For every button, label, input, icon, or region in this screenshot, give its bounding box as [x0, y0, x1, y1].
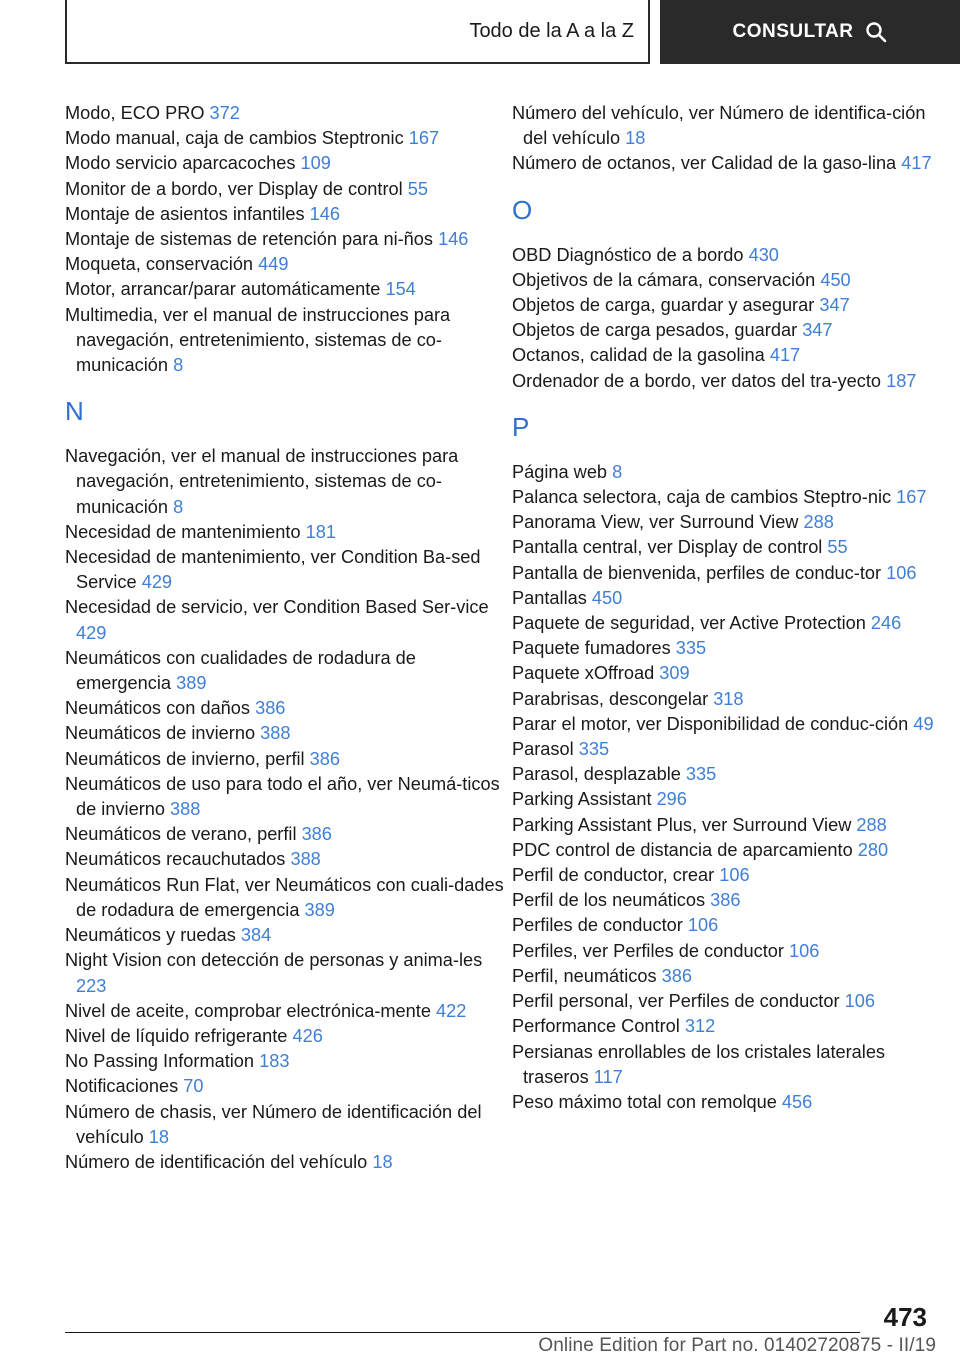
- page-link[interactable]: 288: [856, 814, 887, 835]
- index-entry: [512, 1040, 952, 1090]
- page-link[interactable]: 456: [781, 1091, 813, 1112]
- index-entry: [65, 1024, 505, 1049]
- index-entry-text: Nivel de líquido refrigerante: [65, 1025, 293, 1046]
- index-entry: [512, 101, 952, 151]
- index-entry-text: Página web: [512, 461, 613, 482]
- index-entry-text: Moqueta, conservación: [65, 254, 259, 275]
- page-link[interactable]: 167: [896, 487, 927, 508]
- index-entry-text: Parking Assistant: [512, 789, 657, 810]
- index-entry: [512, 318, 952, 343]
- index-entry: [65, 999, 505, 1024]
- index-entry: [512, 888, 952, 913]
- page-link[interactable]: 426: [292, 1025, 323, 1046]
- page-link[interactable]: 384: [240, 925, 272, 946]
- index-entry: [512, 485, 952, 510]
- index-entry-text: Panorama View, ver Surround View: [512, 512, 804, 533]
- page-link[interactable]: 386: [661, 965, 692, 986]
- page-link[interactable]: 55: [827, 537, 848, 558]
- index-entry-text: Número de octanos, ver Calidad de la gaso-lina: [512, 153, 902, 174]
- index-entry: [512, 939, 952, 964]
- page-link[interactable]: 181: [305, 521, 336, 542]
- index-entry: [65, 595, 505, 645]
- index-entry: [65, 747, 505, 772]
- index-entry: [512, 1090, 952, 1115]
- page-link[interactable]: 372: [209, 103, 240, 123]
- page-link[interactable]: 18: [148, 1126, 170, 1147]
- index-entry: [65, 227, 505, 252]
- index-entry: [65, 1074, 505, 1099]
- page-link[interactable]: 296: [656, 789, 687, 810]
- index-entry: [65, 696, 505, 721]
- index-entry: [512, 838, 952, 863]
- index-entry-text: Octanos, calidad de la gasolina: [512, 345, 770, 366]
- index-entry-text: Necesidad de servicio, ver Condition Based Ser-vice: [65, 597, 489, 618]
- page-link[interactable]: 386: [301, 824, 332, 845]
- index-entry: [65, 151, 505, 176]
- footer-edition-text: Online Edition for Part no. 01402720875 - II/19: [538, 1335, 936, 1356]
- page-link[interactable]: 106: [788, 940, 820, 961]
- index-entry: [65, 177, 505, 202]
- page-link[interactable]: 450: [591, 587, 623, 608]
- index-entry-text: Neumáticos de invierno, perfil: [65, 748, 310, 769]
- index-entry: [512, 293, 952, 318]
- index-entry: [65, 444, 505, 520]
- index-entry: [512, 268, 952, 293]
- index-entry-text: Perfil, neumáticos: [512, 965, 662, 986]
- index-entry: [65, 847, 505, 872]
- index-entry: [512, 369, 952, 394]
- index-entry-text: Modo servicio aparcacoches: [65, 153, 301, 174]
- index-entry: [65, 721, 505, 746]
- index-entry-text: PDC control de distancia de aparcamiento: [512, 839, 858, 860]
- index-column-right: [512, 101, 952, 1115]
- page-link[interactable]: 146: [309, 203, 341, 224]
- index-entry-text: Objetos de carga pesados, guardar: [512, 320, 803, 341]
- page-link[interactable]: 49: [913, 713, 934, 734]
- index-entry: [512, 535, 952, 560]
- index-entry: [512, 913, 952, 938]
- index-entry: [512, 611, 952, 636]
- index-entry: [512, 863, 952, 888]
- index-entry: [512, 687, 952, 712]
- index-entry-text: Palanca selectora, caja de cambios Steptro-nic: [512, 487, 897, 508]
- page-link[interactable]: 8: [612, 461, 623, 482]
- index-entry: [65, 520, 505, 545]
- index-entry-text: Parking Assistant Plus, ver Surround View: [512, 814, 857, 835]
- search-icon: [865, 21, 887, 43]
- index-entry-text: No Passing Information: [65, 1051, 260, 1072]
- index-entry-text: OBD Diagnóstico de a bordo: [512, 244, 749, 265]
- index-entry: [512, 813, 952, 838]
- page-link[interactable]: 109: [300, 153, 331, 174]
- index-entry: [512, 636, 952, 661]
- index-entry-text: Montaje de sistemas de retención para ni-ños: [65, 229, 439, 250]
- index-entry-text: Perfil personal, ver Perfiles de conductor: [512, 991, 845, 1012]
- index-entry-text: Necesidad de mantenimiento: [65, 521, 306, 542]
- page-link[interactable]: 417: [769, 345, 801, 366]
- index-entry-text: Pantalla central, ver Display de control: [512, 537, 828, 558]
- index-entry-text: Neumáticos de invierno: [65, 723, 261, 744]
- index-column-left: [65, 101, 505, 1175]
- index-entry: [512, 151, 952, 176]
- index-entry-text: Ordenador de a bordo, ver datos del tra-yecto: [512, 370, 887, 391]
- page-link[interactable]: 386: [255, 698, 286, 719]
- page-link[interactable]: 106: [687, 915, 719, 936]
- page-link[interactable]: 450: [820, 269, 851, 290]
- index-entry: [65, 923, 505, 948]
- index-entry-text: Perfil de conductor, crear: [512, 865, 720, 886]
- page-link[interactable]: 386: [710, 890, 741, 911]
- page-link[interactable]: 106: [886, 562, 917, 583]
- index-entry-text: Notificaciones: [65, 1076, 184, 1097]
- page-link[interactable]: 106: [844, 991, 875, 1012]
- page-link[interactable]: 429: [141, 572, 173, 593]
- index-entry-text: Neumáticos Run Flat, ver Neumáticos con cuali-dades de rodadura de emergencia: [65, 874, 504, 920]
- page-link[interactable]: 183: [259, 1051, 290, 1072]
- index-entry-text: Perfiles, ver Perfiles de conductor: [512, 940, 789, 961]
- page-link[interactable]: 288: [803, 512, 834, 533]
- index-entry-text: Motor, arrancar/parar automáticamente: [65, 279, 386, 300]
- page-link[interactable]: 280: [857, 839, 889, 860]
- index-entry-text: Parar el motor, ver Disponibilidad de conduc-ción: [512, 713, 914, 734]
- index-entry: [65, 822, 505, 847]
- index-entry-text: Objetos de carga, guardar y asegurar: [512, 295, 820, 316]
- page-link[interactable]: 187: [886, 370, 917, 391]
- tab-index-a-z[interactable]: [65, 0, 650, 64]
- index-entry-text: Parabrisas, descongelar: [512, 688, 714, 709]
- page-link[interactable]: 449: [258, 254, 289, 275]
- tab-consultar[interactable]: [660, 0, 960, 64]
- page-link[interactable]: 386: [309, 748, 340, 769]
- index-entry-text: Modo, ECO PRO: [65, 103, 210, 123]
- page-link[interactable]: 106: [719, 865, 750, 886]
- page-link[interactable]: 8: [173, 496, 184, 517]
- index-entry-text: Número del vehículo, ver Número de identifica-ción del vehículo: [512, 103, 926, 149]
- page-link[interactable]: 347: [819, 295, 850, 316]
- index-entry-text: Neumáticos de uso para todo el año, ver Neumá-ticos de invierno: [65, 773, 500, 820]
- page-link[interactable]: 167: [408, 128, 440, 149]
- page-link[interactable]: 309: [659, 663, 690, 684]
- index-entry: [65, 545, 505, 595]
- index-entry: [512, 343, 952, 368]
- index-entry-text: Navegación, ver el manual de instrucciones para navegación, entretenimiento, sistemas de co-municación: [65, 446, 459, 517]
- index-entry-text: Multimedia, ver el manual de instrucciones para navegación, entretenimiento, sistemas de co-municación: [65, 304, 451, 376]
- page-link[interactable]: 430: [748, 244, 779, 265]
- page-link[interactable]: 335: [685, 764, 717, 785]
- tab-consultar-label: CONSULTAR: [732, 21, 854, 42]
- index-entry: [512, 586, 952, 611]
- index-entry-text: Parasol, desplazable: [512, 764, 686, 785]
- index-entry-text: Nivel de aceite, comprobar electrónica-mente: [65, 1000, 436, 1021]
- index-entry: [65, 1150, 505, 1175]
- index-entry: [512, 1014, 952, 1039]
- index-entry-text: Montaje de asientos infantiles: [65, 203, 310, 224]
- index-entry: [65, 1100, 505, 1150]
- index-entry: [65, 948, 505, 998]
- index-entry-text: Paquete xOffroad: [512, 663, 660, 684]
- section-letter: N: [65, 396, 84, 427]
- page-link[interactable]: 246: [870, 613, 902, 634]
- page-link[interactable]: 388: [290, 849, 321, 870]
- index-entry-text: Paquete fumadores: [512, 638, 676, 659]
- index-entry-text: Neumáticos de verano, perfil: [65, 824, 302, 845]
- index-entry-text: Objetivos de la cámara, conservación: [512, 269, 821, 290]
- index-entry-text: Persianas enrollables de los cristales laterales traseros: [512, 1041, 886, 1087]
- page-link[interactable]: 388: [170, 799, 201, 820]
- index-entry-text: Night Vision con detección de personas y anima-les: [65, 950, 483, 971]
- page-link[interactable]: 18: [625, 128, 646, 149]
- page-link[interactable]: 223: [76, 975, 107, 996]
- page-link[interactable]: 154: [385, 279, 416, 300]
- index-entry-text: Monitor de a bordo, ver Display de control: [65, 178, 408, 199]
- page-link[interactable]: 18: [372, 1151, 393, 1172]
- index-entry-text: Necesidad de mantenimiento, ver Condition Ba-sed Service: [65, 547, 481, 593]
- index-entry: [65, 202, 505, 227]
- index-entry-text: Perfiles de conductor: [512, 915, 688, 936]
- index-entry: [65, 277, 505, 302]
- index-entry-text: Número de identificación del vehículo: [65, 1151, 373, 1172]
- page-link[interactable]: 335: [578, 739, 610, 760]
- page-link[interactable]: 146: [438, 229, 469, 250]
- page-link[interactable]: 388: [260, 723, 291, 744]
- page-link[interactable]: 347: [802, 320, 833, 341]
- index-entry-text: Neumáticos con daños: [65, 698, 256, 719]
- page-number: 473: [883, 1302, 927, 1332]
- index-entry-text: Neumáticos con cualidades de rodadura de emergencia: [65, 647, 416, 694]
- page-link[interactable]: 117: [593, 1066, 623, 1087]
- index-entry: [65, 126, 505, 151]
- page-link[interactable]: 389: [176, 673, 207, 694]
- index-entry: [512, 712, 952, 737]
- page-link[interactable]: 335: [675, 638, 707, 659]
- index-entry-text: Número de chasis, ver Número de identificación del vehículo: [65, 1101, 482, 1147]
- index-entry: [65, 646, 505, 696]
- index-entry: [512, 460, 952, 485]
- section-letter: O: [512, 194, 533, 225]
- index-entry: [65, 252, 505, 277]
- tab-index-a-z-label: Todo de la A a la Z: [469, 19, 634, 42]
- index-entry-text: Perfil de los neumáticos: [512, 890, 711, 911]
- index-entry: [512, 510, 952, 535]
- page-link[interactable]: 429: [76, 622, 107, 643]
- page-link[interactable]: 417: [901, 153, 932, 174]
- index-entry-text: Neumáticos y ruedas: [65, 925, 241, 946]
- index-entry-text: Pantalla de bienvenida, perfiles de conduc-tor: [512, 562, 887, 583]
- index-entry: [65, 772, 505, 822]
- index-entry: [65, 873, 505, 923]
- page-link[interactable]: 318: [713, 688, 744, 709]
- index-entry: [512, 787, 952, 812]
- index-entry: [512, 964, 952, 989]
- page-link[interactable]: 312: [684, 1016, 716, 1037]
- index-entry: [512, 661, 952, 686]
- page-link[interactable]: 422: [436, 1000, 467, 1021]
- index-entry: [512, 737, 952, 762]
- index-entry: [512, 243, 952, 268]
- index-entry-text: Modo manual, caja de cambios Steptronic: [65, 128, 409, 149]
- index-entry-text: Paquete de seguridad, ver Active Protection: [512, 613, 871, 634]
- page-link[interactable]: 55: [407, 178, 428, 199]
- section-letter: P: [512, 411, 530, 442]
- index-entry: [65, 303, 505, 379]
- page-link[interactable]: 8: [173, 355, 184, 376]
- page-link[interactable]: 70: [183, 1076, 204, 1097]
- index-entry: [512, 561, 952, 586]
- index-entry-text: Pantallas: [512, 587, 592, 608]
- footer-divider: [65, 1332, 860, 1333]
- index-entry-text: Neumáticos recauchutados: [65, 849, 291, 870]
- index-entry: [65, 1049, 505, 1074]
- index-entry-text: Peso máximo total con remolque: [512, 1091, 782, 1112]
- page-link[interactable]: 389: [304, 899, 335, 920]
- index-entry-text: Performance Control: [512, 1016, 685, 1037]
- index-entry: [65, 101, 505, 126]
- index-entry: [512, 762, 952, 787]
- index-entry: [512, 989, 952, 1014]
- index-entry-text: Parasol: [512, 739, 579, 760]
